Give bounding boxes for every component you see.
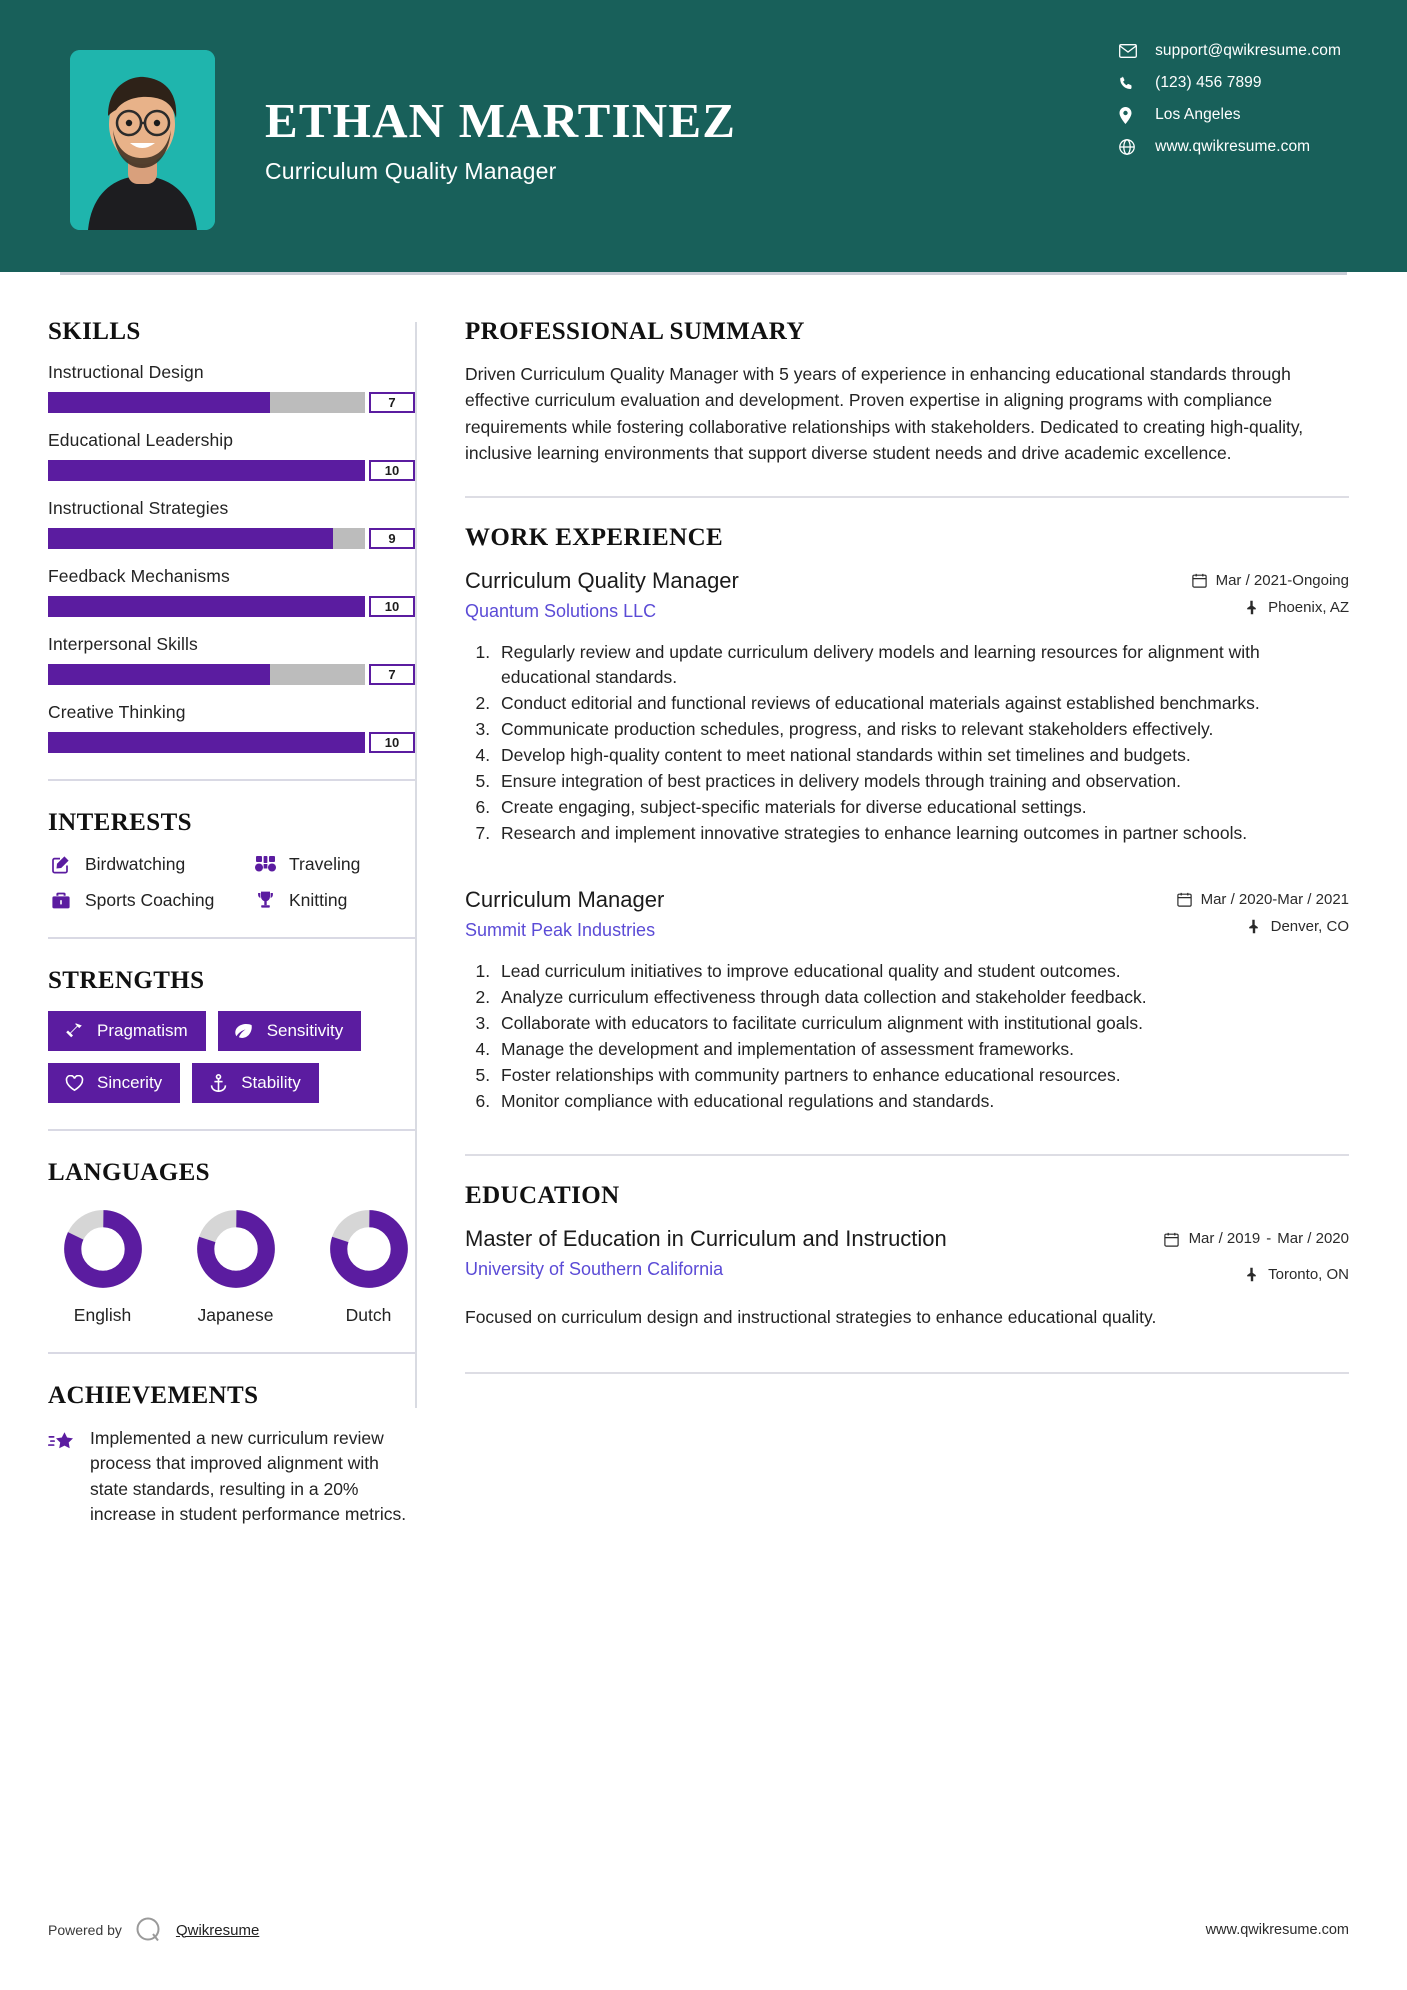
skill-bar bbox=[48, 732, 415, 753]
education-date-start: Mar / 2019 bbox=[1188, 1230, 1261, 1248]
map-pin-icon bbox=[1243, 600, 1260, 616]
duty-item: 6. Monitor compliance with educational regulations and standards. bbox=[495, 1089, 1349, 1114]
strength-chip bbox=[218, 1011, 362, 1051]
summary-heading: PROFESSIONAL SUMMARY bbox=[465, 318, 805, 345]
profile-photo-illustration bbox=[70, 50, 215, 230]
education-date-end: Mar / 2020 bbox=[1277, 1230, 1349, 1248]
avatar bbox=[70, 50, 215, 230]
skill-item bbox=[48, 634, 415, 685]
heart-icon bbox=[62, 1073, 86, 1093]
experience-header-left bbox=[465, 567, 739, 622]
skill-label: Interpersonal Skills bbox=[48, 634, 198, 654]
resume-body bbox=[0, 272, 1407, 1528]
skill-track bbox=[48, 460, 365, 481]
leaf-icon bbox=[232, 1021, 256, 1041]
education-description: Focused on curriculum design and instructional strategies to enhance educational quality. bbox=[465, 1306, 1157, 1327]
experience-location bbox=[1191, 599, 1349, 616]
resume-header bbox=[0, 0, 1407, 272]
interest-label: Sports Coaching bbox=[85, 889, 215, 910]
interest-label: Traveling bbox=[289, 853, 361, 874]
skill-bar bbox=[48, 596, 415, 617]
powered-by-label: Powered by bbox=[48, 1922, 122, 1938]
strength-chip bbox=[48, 1063, 180, 1103]
experience-header bbox=[465, 567, 1349, 626]
interest-item bbox=[252, 889, 415, 911]
skill-track bbox=[48, 732, 365, 753]
contact-phone-value: (123) 456 7899 bbox=[1155, 74, 1262, 91]
experience-header-right bbox=[1191, 567, 1349, 626]
education-school[interactable]: University of Southern California bbox=[465, 1258, 724, 1279]
skill-track bbox=[48, 528, 365, 549]
skill-fill bbox=[48, 596, 365, 617]
contact-email[interactable] bbox=[1119, 42, 1341, 60]
envelope-icon bbox=[1119, 42, 1141, 60]
interest-item bbox=[48, 853, 248, 875]
section-divider bbox=[48, 779, 415, 781]
strengths-list bbox=[48, 1011, 415, 1103]
main-content bbox=[417, 272, 1407, 1528]
language-item bbox=[189, 1209, 282, 1326]
duty-item: 7. Research and implement innovative strategies to enhance learning outcomes in partner schools. bbox=[495, 821, 1349, 846]
summary-text: Driven Curriculum Quality Manager with 5 years of experience in enhancing educational standards through effective curriculum evaluation and development. Proven expertise in aligning programs with compliance requirements while fostering collaborative relationships with stakeholders. Dedicated to creating high-quality, inclusive learning environments that support diverse student needs and drive academic excellence. bbox=[465, 364, 1304, 463]
qwikresume-link[interactable]: Qwikresume bbox=[175, 1921, 260, 1939]
interests-heading: INTERESTS bbox=[48, 809, 192, 836]
interest-label: Birdwatching bbox=[85, 853, 186, 874]
strength-label: Stability bbox=[241, 1073, 301, 1092]
education-location bbox=[1164, 1266, 1349, 1283]
achievement-item bbox=[48, 1426, 415, 1528]
skill-fill bbox=[48, 732, 365, 753]
duty-item: 4. Manage the development and implementation of assessment frameworks. bbox=[495, 1037, 1349, 1062]
education-header-left bbox=[465, 1225, 947, 1280]
anchor-icon bbox=[206, 1073, 230, 1093]
strength-label: Sincerity bbox=[97, 1073, 163, 1092]
header-divider bbox=[60, 272, 1347, 275]
contact-email-value: support@qwikresume.com bbox=[1155, 42, 1341, 59]
skill-label: Educational Leadership bbox=[48, 430, 234, 450]
achievements-heading: ACHIEVEMENTS bbox=[48, 1382, 259, 1409]
contact-location-value: Los Angeles bbox=[1155, 106, 1241, 123]
duty-item: 3. Collaborate with educators to facilitate curriculum alignment with institutional goals. bbox=[495, 1011, 1349, 1036]
globe-icon bbox=[1119, 138, 1141, 156]
section-divider bbox=[48, 937, 415, 939]
experience-date-value: Mar / 2020-Mar / 2021 bbox=[1200, 891, 1349, 909]
interests-list bbox=[48, 853, 415, 911]
education-header bbox=[465, 1225, 1349, 1293]
header-identity bbox=[70, 50, 736, 230]
experience-job-title: Curriculum Manager bbox=[465, 887, 665, 913]
duty-item: 6. Create engaging, subject-specific materials for diverse educational settings. bbox=[495, 795, 1349, 820]
skill-value: 9 bbox=[369, 528, 415, 549]
language-label: Dutch bbox=[345, 1305, 392, 1325]
pencil-square-icon bbox=[48, 853, 74, 875]
language-donut-chart bbox=[329, 1209, 409, 1289]
strengths-heading: STRENGTHS bbox=[48, 967, 205, 994]
calendar-icon bbox=[1176, 892, 1193, 908]
duty-item: 2. Conduct editorial and functional reviews of educational materials against established benchmarks. bbox=[495, 691, 1349, 716]
skill-item bbox=[48, 430, 415, 481]
section-divider bbox=[465, 1372, 1349, 1374]
footer-website[interactable]: www.qwikresume.com bbox=[1205, 1922, 1349, 1938]
skill-fill bbox=[48, 664, 270, 685]
calendar-icon bbox=[1164, 1231, 1181, 1247]
skill-item bbox=[48, 566, 415, 617]
map-pin-icon bbox=[1246, 919, 1263, 935]
map-pin-icon bbox=[1243, 1266, 1260, 1282]
job-title-subtitle: Curriculum Quality Manager bbox=[265, 158, 557, 185]
language-item bbox=[56, 1209, 149, 1326]
education-item bbox=[465, 1225, 1349, 1330]
duty-item: 1. Lead curriculum initiatives to improve educational quality and student outcomes. bbox=[495, 959, 1349, 984]
contact-list bbox=[1119, 42, 1341, 156]
contact-phone[interactable] bbox=[1119, 74, 1341, 92]
skill-value: 7 bbox=[369, 392, 415, 413]
skill-value: 10 bbox=[369, 596, 415, 617]
binoculars-icon bbox=[252, 853, 278, 875]
date-range-separator: - bbox=[1266, 1230, 1272, 1248]
languages-heading: LANGUAGES bbox=[48, 1159, 210, 1186]
strength-chip bbox=[48, 1011, 206, 1051]
experience-heading: WORK EXPERIENCE bbox=[465, 524, 724, 551]
experience-location bbox=[1176, 918, 1349, 935]
strength-label: Sensitivity bbox=[266, 1021, 344, 1040]
skill-track bbox=[48, 596, 365, 617]
skill-item bbox=[48, 498, 415, 549]
strength-chip bbox=[192, 1063, 319, 1103]
experience-item bbox=[465, 567, 1349, 846]
section-divider bbox=[48, 1129, 415, 1131]
strength-label: Pragmatism bbox=[97, 1021, 188, 1040]
education-degree: Master of Education in Curriculum and Instruction bbox=[465, 1226, 947, 1252]
achievement-text: Implemented a new curriculum review process that improved alignment with state standards, resulting in a 20% increase in student performance metrics. bbox=[90, 1428, 407, 1525]
name-block bbox=[265, 50, 736, 185]
experience-date-value: Mar / 2021-Ongoing bbox=[1215, 572, 1349, 589]
section-divider bbox=[48, 1352, 415, 1354]
experience-job-title: Curriculum Quality Manager bbox=[465, 568, 739, 593]
hammer-icon bbox=[62, 1021, 86, 1041]
education-date bbox=[1164, 1230, 1349, 1248]
experience-header-right bbox=[1176, 886, 1349, 945]
language-label: English bbox=[73, 1305, 132, 1325]
section-divider bbox=[465, 496, 1349, 498]
contact-website[interactable] bbox=[1119, 138, 1341, 156]
section-divider bbox=[465, 1154, 1349, 1156]
duty-item: 5. Ensure integration of best practices in delivery models through training and observation. bbox=[495, 769, 1349, 794]
experience-company[interactable]: Quantum Solutions LLC bbox=[465, 600, 657, 621]
experience-duties bbox=[495, 640, 1349, 846]
education-location-value: Toronto, ON bbox=[1268, 1265, 1349, 1283]
duty-item: 3. Communicate production schedules, progress, and risks to relevant stakeholders effectively. bbox=[495, 717, 1349, 742]
interest-label: Knitting bbox=[289, 889, 348, 910]
calendar-icon bbox=[1191, 573, 1208, 589]
skill-fill bbox=[48, 528, 333, 549]
skills-heading: SKILLS bbox=[48, 318, 141, 345]
skill-item bbox=[48, 362, 415, 413]
duty-item: 2. Analyze curriculum effectiveness through data collection and stakeholder feedback. bbox=[495, 985, 1349, 1010]
qwikresume-logo-icon bbox=[134, 1915, 164, 1945]
language-item bbox=[322, 1209, 415, 1326]
skill-bar bbox=[48, 664, 415, 685]
skill-bar bbox=[48, 460, 415, 481]
skill-value: 10 bbox=[369, 460, 415, 481]
skill-value: 7 bbox=[369, 664, 415, 685]
footer-branding bbox=[48, 1915, 259, 1945]
experience-header-left bbox=[465, 886, 664, 941]
language-label: Japanese bbox=[197, 1305, 274, 1325]
experience-duties bbox=[495, 959, 1349, 1114]
languages-list bbox=[48, 1209, 415, 1326]
experience-date bbox=[1176, 891, 1349, 908]
briefcase-icon bbox=[48, 889, 74, 911]
location-pin-icon bbox=[1119, 106, 1141, 124]
interest-item bbox=[252, 853, 415, 875]
duty-item: 4. Develop high-quality content to meet national standards within set timelines and budgets. bbox=[495, 743, 1349, 768]
skill-track bbox=[48, 392, 365, 413]
experience-location-value: Denver, CO bbox=[1270, 918, 1349, 936]
duty-item: 5. Foster relationships with community partners to enhance educational resources. bbox=[495, 1063, 1349, 1088]
skills-list bbox=[48, 362, 415, 753]
skill-label: Feedback Mechanisms bbox=[48, 566, 230, 586]
duty-item: 1. Regularly review and update curriculum delivery models and learning resources for alignment with educational standards. bbox=[495, 640, 1349, 690]
skill-fill bbox=[48, 460, 365, 481]
phone-icon bbox=[1119, 74, 1141, 92]
experience-location-value: Phoenix, AZ bbox=[1268, 599, 1349, 616]
contact-website-value: www.qwikresume.com bbox=[1155, 138, 1311, 155]
skill-track bbox=[48, 664, 365, 685]
trophy-icon bbox=[252, 889, 278, 911]
language-donut-chart bbox=[63, 1209, 143, 1289]
experience-company[interactable]: Summit Peak Industries bbox=[465, 919, 656, 940]
experience-date bbox=[1191, 572, 1349, 589]
contact-location bbox=[1119, 106, 1341, 124]
skill-label: Instructional Design bbox=[48, 362, 204, 382]
education-header-right bbox=[1164, 1225, 1349, 1293]
education-heading: EDUCATION bbox=[465, 1182, 620, 1210]
skill-label: Creative Thinking bbox=[48, 702, 186, 722]
language-donut-chart bbox=[196, 1209, 276, 1289]
skill-bar bbox=[48, 392, 415, 413]
interest-item bbox=[48, 889, 248, 911]
skill-bar bbox=[48, 528, 415, 549]
skill-fill bbox=[48, 392, 270, 413]
resume-footer bbox=[0, 1870, 1407, 1990]
skill-label: Instructional Strategies bbox=[48, 498, 229, 518]
experience-item bbox=[465, 886, 1349, 1114]
sidebar bbox=[0, 272, 415, 1528]
page-title: ETHAN MARTINEZ bbox=[265, 93, 737, 148]
skill-item bbox=[48, 702, 415, 753]
skill-value: 10 bbox=[369, 732, 415, 753]
star-shooting-icon bbox=[48, 1430, 78, 1458]
experience-header bbox=[465, 886, 1349, 945]
